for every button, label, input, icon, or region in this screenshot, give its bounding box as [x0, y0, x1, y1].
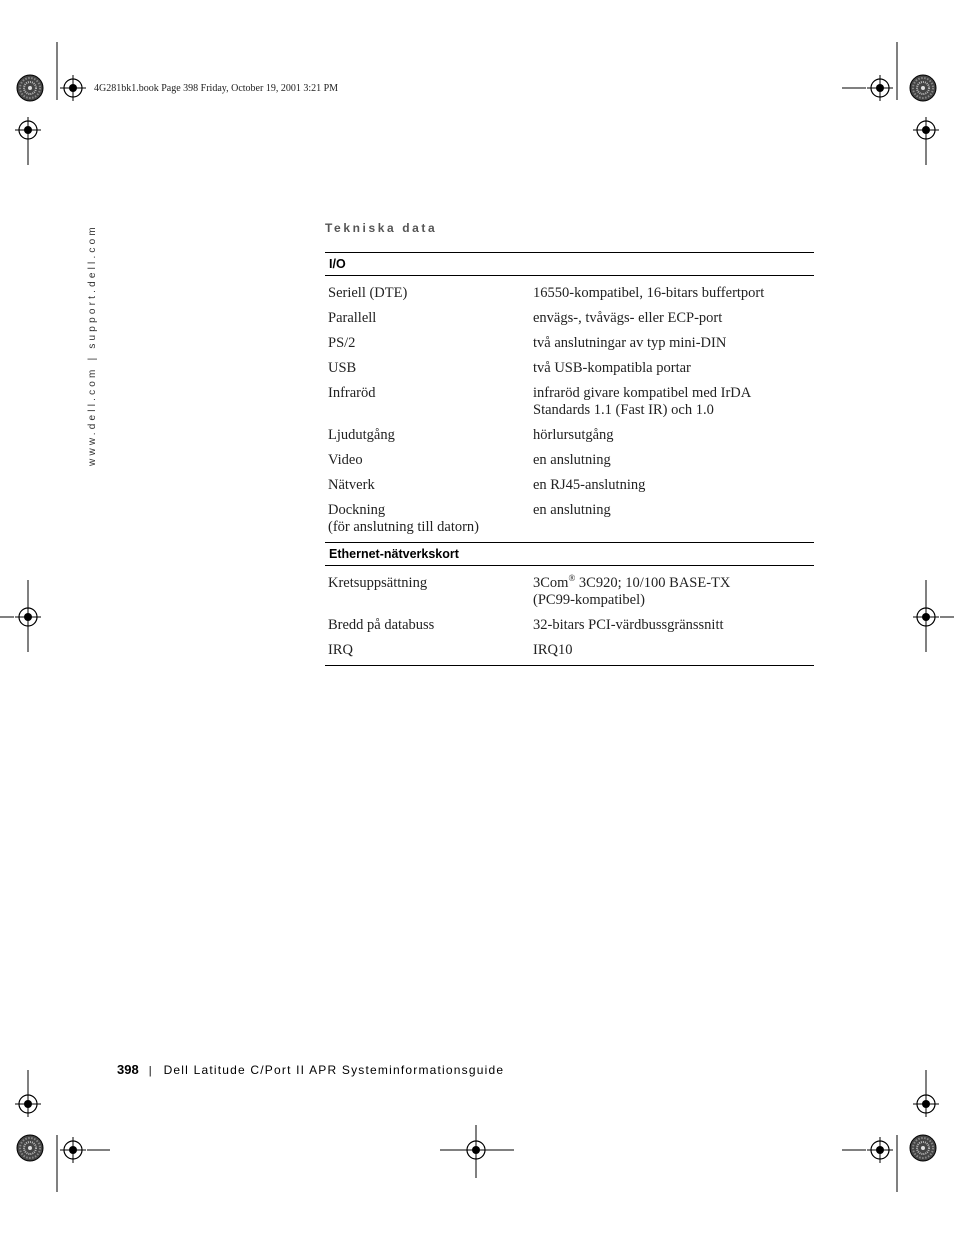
spec-table	[325, 252, 814, 666]
color-target-icon	[17, 75, 43, 101]
chipset-model: 3C920; 10/100 BASE-TX	[575, 575, 731, 591]
print-header: 4G281bk1.book Page 398 Friday, October 19, 2001 3:21 PM	[94, 83, 339, 94]
registration-mark-icon	[60, 1137, 86, 1163]
color-target-icon	[910, 75, 936, 101]
registration-mark-icon	[913, 1091, 939, 1117]
table-row	[325, 469, 814, 494]
row-value-line2: Standards 1.1 (Fast IR) och 1.0	[533, 402, 714, 418]
row-value-line2: (PC99-kompatibel)	[533, 592, 645, 608]
row-value: en anslutning	[533, 502, 611, 518]
registration-mark-icon	[913, 604, 939, 630]
color-target-icon	[910, 1135, 936, 1161]
footer-separator: |	[148, 1065, 152, 1077]
row-label-line2: (för anslutning till datorn)	[328, 519, 480, 535]
table-row	[325, 609, 814, 634]
registration-mark-icon	[15, 117, 41, 143]
row-value: infraröd givare kompatibel med IrDA	[533, 385, 752, 401]
table-row	[325, 567, 814, 609]
registration-mark-icon	[867, 75, 893, 101]
table-row	[325, 277, 814, 302]
row-label: Nätverk	[328, 477, 375, 493]
row-value: en anslutning	[533, 452, 611, 468]
row-label: PS/2	[328, 335, 356, 351]
page-number: 398	[117, 1062, 139, 1077]
registration-mark-icon	[913, 117, 939, 143]
registration-mark-icon	[15, 604, 41, 630]
registration-mark-icon	[60, 75, 86, 101]
row-label: Ljudutgång	[328, 427, 395, 443]
registered-mark: ®	[568, 573, 576, 583]
row-label: Kretsuppsättning	[328, 575, 428, 591]
table-row	[325, 634, 814, 659]
row-value: hörlursutgång	[533, 427, 614, 443]
row-value	[533, 575, 814, 592]
table-row	[325, 494, 814, 536]
row-value: 16550-kompatibel, 16-bitars buffertport	[533, 285, 765, 301]
table-row	[325, 444, 814, 469]
brand-name: 3Com	[533, 575, 569, 591]
table-row	[325, 419, 814, 444]
footer-title: Dell Latitude C/Port II APR Systeminformationsguide	[163, 1063, 505, 1077]
row-label: IRQ	[328, 642, 353, 658]
row-label: Bredd på databuss	[328, 617, 435, 633]
registration-mark-icon	[867, 1137, 893, 1163]
section-label: Tekniska data	[325, 221, 438, 235]
side-url: www.dell.com | support.dell.com	[87, 224, 98, 466]
registration-mark-icon	[15, 1091, 41, 1117]
row-label: Dockning	[328, 502, 386, 518]
table-row	[325, 302, 814, 327]
color-target-icon	[17, 1135, 43, 1161]
group-body-ethernet	[325, 566, 814, 665]
group-heading-ethernet: Ethernet-nätverkskort	[325, 542, 814, 566]
row-value: två USB-kompatibla portar	[533, 360, 691, 376]
row-value: 32-bitars PCI-värdbussgränssnitt	[533, 617, 724, 633]
row-label: Video	[328, 452, 363, 468]
group-body-io	[325, 276, 814, 542]
row-label: Seriell (DTE)	[328, 285, 408, 301]
table-row	[325, 377, 814, 419]
registration-mark-icon	[463, 1137, 489, 1163]
row-label: USB	[328, 360, 357, 376]
table-bottom-rule	[325, 665, 814, 666]
page-footer	[117, 1062, 504, 1077]
table-row	[325, 352, 814, 377]
row-label: Infraröd	[328, 385, 376, 401]
row-value: envägs-, tvåvägs- eller ECP-port	[533, 310, 723, 326]
row-value: en RJ45-anslutning	[533, 477, 646, 493]
row-value: två anslutningar av typ mini-DIN	[533, 335, 727, 351]
row-label: Parallell	[328, 310, 377, 326]
row-value: IRQ10	[533, 642, 573, 658]
table-row	[325, 327, 814, 352]
group-heading-io: I/O	[325, 252, 814, 276]
